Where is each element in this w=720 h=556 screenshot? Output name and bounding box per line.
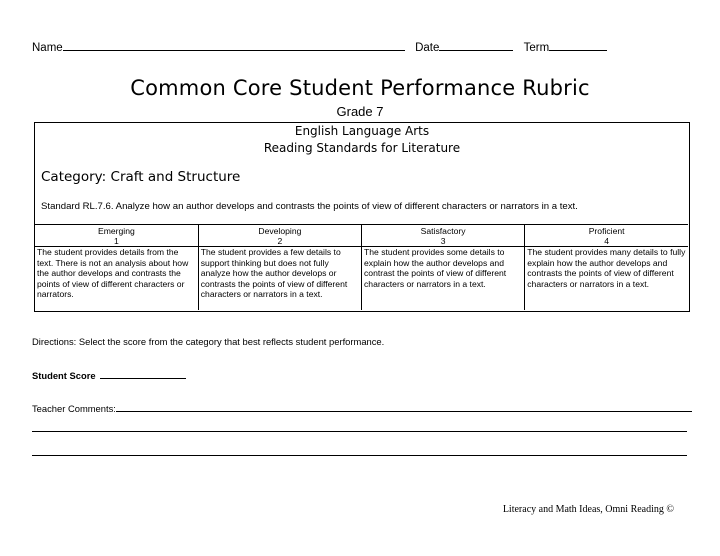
level-score: 4 [604, 236, 610, 246]
student-score-label: Student Score [32, 370, 96, 381]
standard-text: Standard RL.7.6. Analyze how an author develops and contrasts the points of view of different characters or narrators in a text. [41, 201, 578, 212]
name-label: Name [32, 42, 63, 54]
term-label: Term [523, 42, 550, 54]
teacher-comments-label: Teacher Comments: [32, 403, 116, 414]
level-header-proficient [525, 225, 688, 247]
level-description-satisfactory: The student provides some details to explain how the author develops and contrast the points of view of different characters or narrators in a text. [362, 247, 525, 311]
level-label: Developing [258, 226, 302, 236]
level-description-proficient: The student provides many details to fully explain how the author develops and contrasts the points of view of different characters or narrators in a text. [525, 247, 688, 311]
strand-heading: Reading Standards for Literature [263, 141, 461, 155]
comment-line[interactable] [32, 431, 687, 432]
date-field[interactable] [439, 40, 513, 51]
directions-text: Directions: Select the score from the category that best reflects student performance. [32, 336, 385, 347]
level-label: Emerging [97, 226, 135, 236]
teacher-comments-line [32, 402, 692, 414]
name-field[interactable] [63, 40, 405, 51]
comment-line[interactable] [32, 455, 687, 456]
category-heading: Category: Craft and Structure [41, 169, 241, 185]
level-description-developing: The student provides a few details to support thinking but does not fully analyze how the author develops or contrasts the points of view of different characters or narrators in a text. [198, 247, 361, 311]
rubric-box [34, 122, 690, 312]
date-label: Date [415, 42, 440, 54]
level-header-emerging [35, 225, 198, 247]
student-info-line [32, 40, 607, 54]
level-label: Proficient [588, 226, 625, 236]
rubric-table [35, 224, 688, 310]
level-label: Satisfactory [420, 226, 466, 236]
footer-credit: Literacy and Math Ideas, Omni Reading © [502, 504, 674, 515]
level-description-emerging: The student provides details from the text. There is not an analysis about how the author develops and contrasts the points of view of different characters or narrators. [35, 247, 198, 311]
level-score: 1 [113, 236, 119, 246]
term-field[interactable] [549, 40, 607, 51]
teacher-comments-field[interactable] [116, 402, 692, 412]
level-header-satisfactory [362, 225, 525, 247]
page-title: Common Core Student Performance Rubric [130, 76, 590, 100]
student-score-field[interactable] [100, 369, 186, 379]
student-score-line [32, 369, 186, 381]
level-score: 3 [440, 236, 446, 246]
grade-label: Grade 7 [336, 104, 384, 119]
subject-heading: English Language Arts [294, 124, 430, 138]
level-header-developing [198, 225, 361, 247]
level-score: 2 [277, 236, 283, 246]
